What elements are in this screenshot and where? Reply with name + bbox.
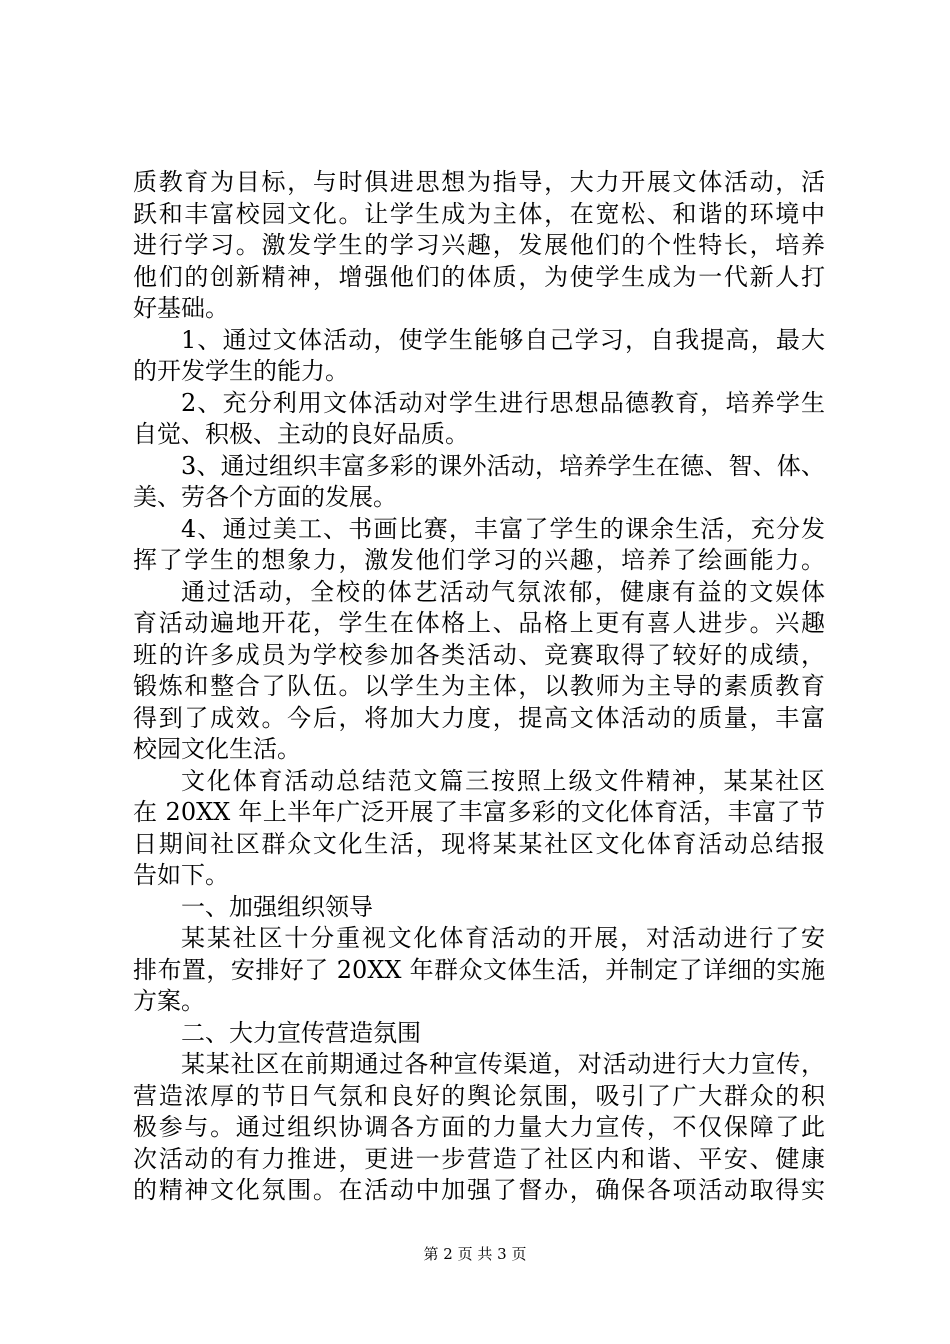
text-line: 自觉、积极、主动的良好品质。 [133,420,469,448]
text-line: 方案。 [133,987,205,1015]
text-line: 告如下。 [133,861,229,889]
text-line: 排布置，安排好了 20XX 年群众文体生活，并制定了详细的实施 [133,955,825,984]
text-line: 跃和丰富校园文化。让学生成为主体，在宽松、和谐的环境中 [133,199,825,228]
text-line: 得到了成效。今后，将加大力度，提高文体活动的质量，丰富 [133,703,825,732]
list-item-4: 4、通过美工、书画比赛，丰富了学生的课余生活，充分发 [181,514,825,543]
list-item-2: 2、充分利用文体活动对学生进行思想品德教育，培养学生 [181,388,825,417]
text-line: 次活动的有力推进，更进一步营造了社区内和谐、平安、健康 [133,1144,825,1173]
list-item-1: 1、通过文体活动，使学生能够自己学习，自我提高，最大 [181,325,825,354]
text-line: 美、劳各个方面的发展。 [133,483,397,511]
document-body [133,167,825,1207]
paragraph-start: 通过活动，全校的体艺活动气氛浓郁，健康有益的文娱体 [181,577,825,606]
text-line: 营造浓厚的节日气氛和良好的舆论氛围，吸引了广大群众的积 [133,1081,825,1110]
text-line: 质教育为目标，与时俱进思想为指导，大力开展文体活动，活 [133,168,825,196]
text-line: 的精神文化氛围。在活动中加强了督办，确保各项活动取得实 [133,1176,825,1204]
page-number-footer: 第 2 页 共 3 页 [423,1245,527,1263]
text-line: 育活动遍地开花，学生在体格上、品格上更有喜人进步。兴趣 [133,609,825,637]
paragraph-start: 文化体育活动总结范文篇三按照上级文件精神，某某社区 [181,766,825,795]
text-line: 好基础。 [133,294,229,322]
text-line: 在 20XX 年上半年广泛开展了丰富多彩的文化体育活，丰富了节 [133,798,825,826]
text-line: 校园文化生活。 [133,735,301,763]
text-line: 的开发学生的能力。 [133,357,349,385]
text-line: 进行学习。激发学生的学习兴趣，发展他们的个性特长，培养 [133,231,825,259]
paragraph-start: 某某社区在前期通过各种宣传渠道，对活动进行大力宣传， [181,1050,825,1078]
text-line: 锻炼和整合了队伍。以学生为主体，以教师为主导的素质教育 [133,672,825,700]
text-line: 日期间社区群众文化生活，现将某某社区文化体育活动总结报 [133,829,825,858]
section-heading-2: 二、大力宣传营造氛围 [181,1018,421,1047]
paragraph-start: 某某社区十分重视文化体育活动的开展，对活动进行了安 [181,924,825,952]
list-item-3: 3、通过组织丰富多彩的课外活动，培养学生在德、智、体、 [181,451,825,480]
text-line: 挥了学生的想象力，激发他们学习的兴趣，培养了绘画能力。 [133,546,825,574]
section-heading-1: 一、加强组织领导 [181,892,373,921]
text-line: 极参与。通过组织协调各方面的力量大力宣传，不仅保障了此 [133,1113,825,1141]
text-line: 他们的创新精神，增强他们的体质，为使学生成为一代新人打 [133,262,825,291]
text-line: 班的许多成员为学校参加各类活动、竞赛取得了较好的成绩， [133,640,825,669]
